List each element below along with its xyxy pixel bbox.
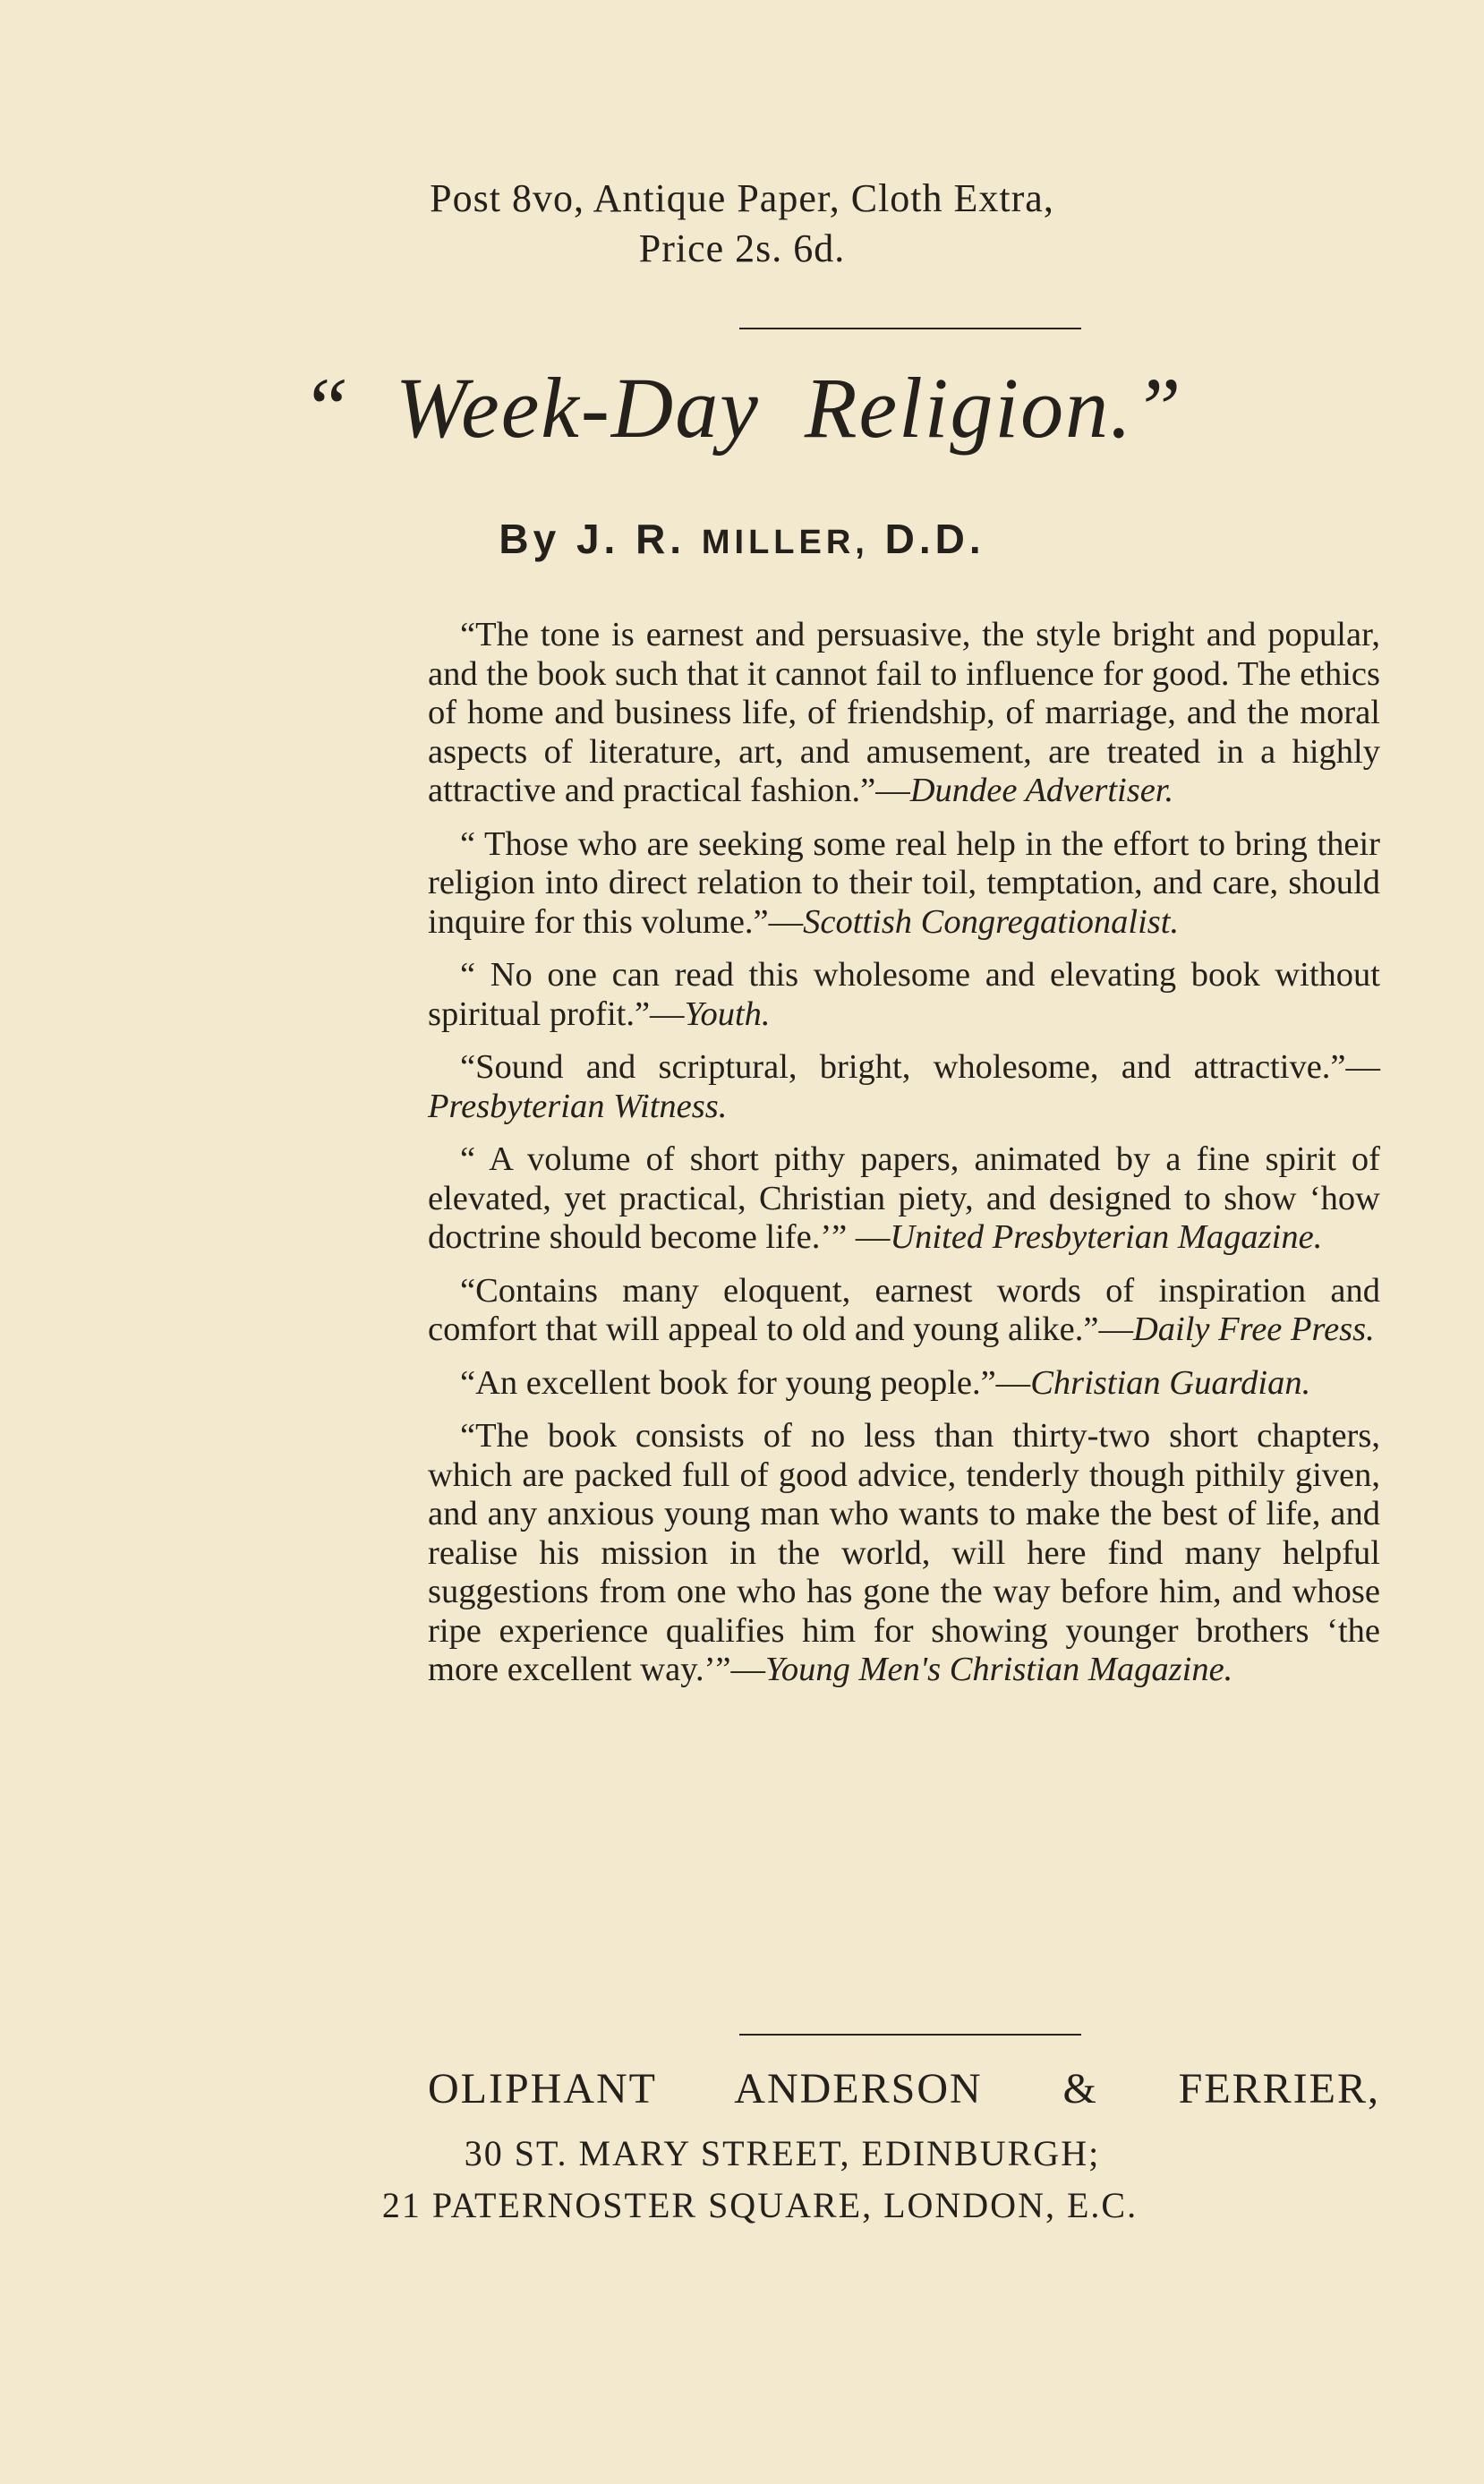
review-quote — [428, 1272, 1380, 1350]
author-name: MILLER, — [701, 524, 869, 561]
edition-details: Post 8vo, Antique Paper, Cloth Extra, — [430, 176, 1054, 220]
quote-source: Dundee Advertiser. — [909, 772, 1174, 809]
quote-text: “Contains many eloquent, earnest words of inspiration and comfort that will appeal to old and young alike.”— — [428, 1271, 1380, 1348]
review-quote — [428, 825, 1380, 943]
review-quote — [428, 1048, 1380, 1126]
price: Price 2s. 6d. — [638, 226, 846, 270]
quote-source: Presbyterian Witness. — [428, 1087, 728, 1125]
quote-text: “The book consists of no less than thirty-two short chapters, which are packed full of good advice, tenderly though pithily given, and any anxious young man who wants to make the best of life, and realise his mission in the world, will here find many helpful suggestions from one who has gone the way before him, and whose ripe experience qualifies him for showing younger brothers ‘the more excellent way.’”— — [428, 1417, 1380, 1688]
quote-source: United Presbyterian Magazine. — [890, 1218, 1323, 1256]
review-quote — [428, 1140, 1380, 1258]
quote-text: “An excellent book for young people.”— — [460, 1363, 1031, 1402]
quote-text: “Sound and scriptural, bright, wholesome, and attractive.”— — [460, 1048, 1380, 1086]
quote-text: “The tone is earnest and persuasive, the style bright and popular, and the book such that it cannot fail to influence for good. The ethics of home and business life, of friendship, of marriage, and the moral aspects of literature, art, and amusement, are treated in a highly attractive and practical fashion.”— — [428, 616, 1380, 809]
quote-source: Youth. — [684, 994, 771, 1033]
review-quote — [428, 1364, 1380, 1404]
author-degree: D.D. — [884, 516, 985, 562]
review-quote — [428, 616, 1380, 811]
quote-source: Young Men's Christian Magazine. — [764, 1651, 1233, 1688]
publisher-name: OLIPHANT ANDERSON & FERRIER, — [428, 2065, 1380, 2113]
quote-text: “ A volume of short pithy papers, animated by a fine spirit of elevated, yet practical, Christian piety, and designed to show ‘how doctrine should become life.’” — — [428, 1140, 1380, 1256]
top-divider — [739, 328, 1081, 329]
author-prefix: By J. R. — [499, 516, 687, 562]
bottom-divider — [739, 2034, 1081, 2036]
publisher-address-london: 21 PATERNOSTER SQUARE, LONDON, E.C. — [381, 2185, 1139, 2225]
author-line — [0, 515, 1484, 563]
review-quote — [428, 1417, 1380, 1690]
quote-source: Daily Free Press. — [1132, 1310, 1375, 1348]
quote-source: Scottish Congregationalist. — [803, 902, 1180, 941]
quote-text: “ No one can read this wholesome and elevating book without spiritual profit.”— — [428, 956, 1380, 1033]
book-title: “ Week-Day Religion.” — [301, 360, 1183, 456]
quote-text: “ Those who are seeking some real help in the effort to bring their religion into direct relation to their toil, temptation, and care, should inquire for this volume.”— — [428, 824, 1380, 941]
quote-source: Christian Guardian. — [1030, 1363, 1311, 1402]
review-quote — [428, 956, 1380, 1034]
review-quotes — [428, 616, 1380, 1704]
publisher-address-edinburgh: 30 ST. MARY STREET, EDINBURGH; — [464, 2133, 1101, 2173]
